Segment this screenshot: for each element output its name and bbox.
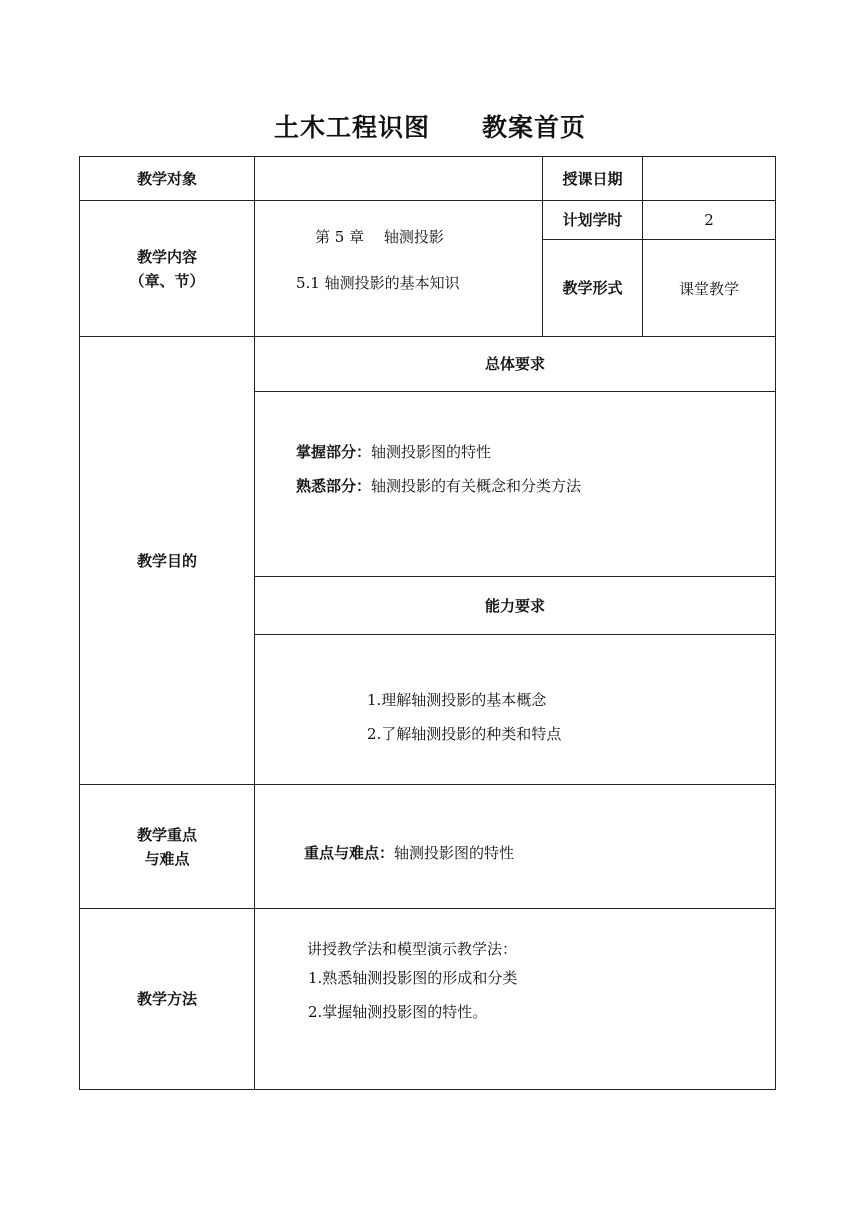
title-part1: 土木工程识图 [273, 113, 430, 142]
value-lecture-date [642, 156, 776, 201]
ability-requirements-body [254, 634, 776, 785]
key-line [304, 842, 514, 863]
familiar-label: 熟悉部分： [296, 477, 372, 495]
label-teaching-form: 教学形式 [542, 239, 643, 337]
overall-requirements-body [254, 391, 776, 577]
ability-requirements-header: 能力要求 [254, 576, 776, 635]
key-text: 轴测投影图的特性 [394, 844, 515, 862]
overall-requirements-header: 总体要求 [254, 336, 776, 392]
title-part2: 教案首页 [482, 113, 587, 142]
ability-item: 2.了解轴测投影的种类和特点 [367, 725, 562, 743]
label-lecture-date: 授课日期 [542, 156, 643, 201]
method-item: 1.熟悉轴测投影图的形成和分类 [308, 969, 518, 987]
page-title [0, 108, 860, 144]
ability-item: 1.理解轴测投影的基本概念 [367, 691, 547, 709]
label-teaching-method: 教学方法 [79, 908, 255, 1090]
label-key-points: 教学重点 与难点 [79, 784, 255, 909]
value-teaching-method [254, 908, 776, 1090]
value-teaching-form: 课堂教学 [642, 239, 776, 337]
familiar-line [296, 475, 581, 496]
value-planned-hours: 2 [642, 200, 776, 240]
method-item: 2.掌握轴测投影图的特性。 [308, 1003, 488, 1021]
label-teaching-goal: 教学目的 [79, 336, 255, 785]
section-text: 5.1 轴测投影的基本知识 [296, 274, 460, 292]
master-label: 掌握部分： [296, 443, 372, 461]
value-teaching-object [254, 156, 543, 201]
label-teaching-content: 教学内容 （章、节） [79, 200, 255, 337]
value-teaching-content [254, 200, 543, 337]
familiar-text: 轴测投影的有关概念和分类方法 [371, 477, 582, 495]
master-text: 轴测投影图的特性 [371, 443, 492, 461]
label-teaching-object: 教学对象 [79, 156, 255, 201]
master-line [296, 441, 491, 462]
method-intro: 讲授教学法和模型演示教学法： [307, 940, 518, 958]
chapter-text: 第 5 章 轴测投影 [315, 228, 444, 246]
label-planned-hours: 计划学时 [542, 200, 643, 240]
key-label: 重点与难点： [304, 844, 395, 862]
value-key-points [254, 784, 776, 909]
